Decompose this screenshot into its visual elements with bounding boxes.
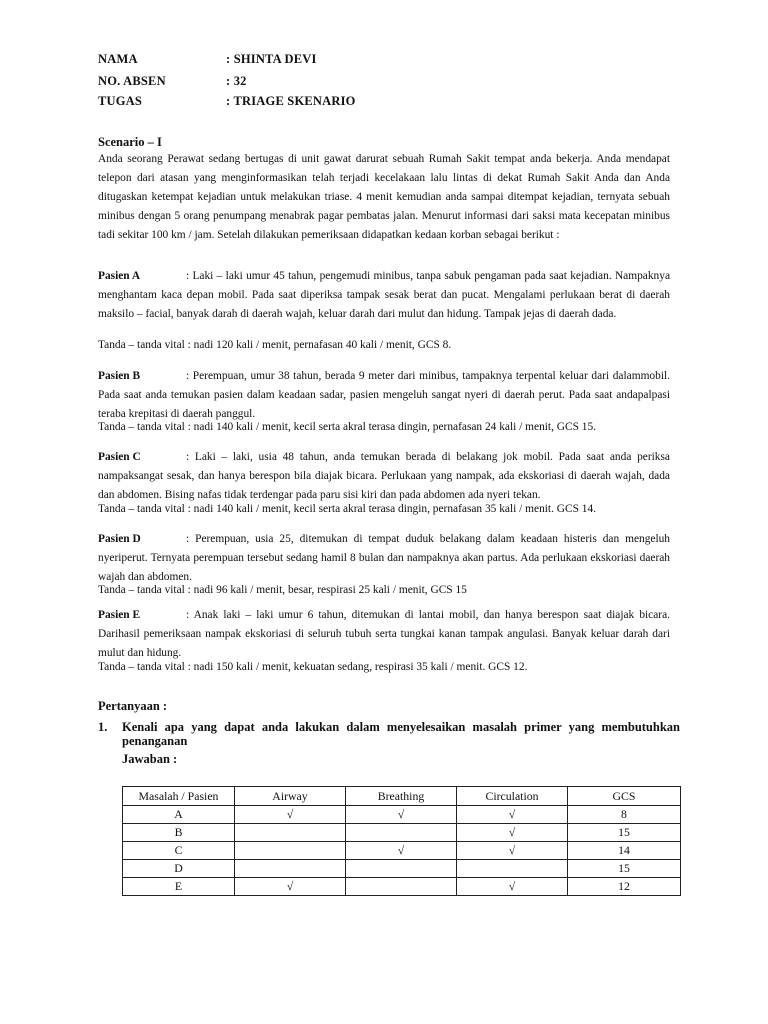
column-header: Airway — [235, 787, 346, 806]
patient-c-description — [98, 448, 670, 505]
table-cell — [346, 824, 457, 842]
header-key: TUGAS — [98, 94, 143, 108]
table-cell — [235, 842, 346, 860]
table-row — [123, 806, 681, 824]
patient-label: Pasien C — [98, 451, 141, 463]
patient-e-vitals: Tanda – tanda vital : nadi 150 kali / menit, kekuatan sedang, respirasi 35 kali / menit. GCS 12. — [98, 661, 528, 673]
table-cell: √ — [235, 878, 346, 896]
table-cell: B — [123, 824, 235, 842]
patient-label: Pasien B — [98, 370, 141, 382]
table-row — [123, 824, 681, 842]
column-header: Breathing — [346, 787, 457, 806]
patient-b-vitals: Tanda – tanda vital : nadi 140 kali / menit, kecil serta akral terasa dingin, pernafasan 24 kali / menit, GCS 15. — [98, 421, 597, 433]
patient-d-vitals: Tanda – tanda vital : nadi 96 kali / menit, besar, respirasi 25 kali / menit, GCS 15 — [98, 584, 467, 596]
header-key: NAMA — [98, 52, 138, 66]
table-header-row — [123, 787, 681, 806]
table-cell: √ — [457, 806, 568, 824]
table-cell — [235, 860, 346, 878]
table-row — [123, 842, 681, 860]
patient-text: : Perempuan, usia 25, ditemukan di tempat duduk belakang dalam keadaan histeris dan mengeluh nyeriperut. Ternyata perempuan tersebut sedang hamil 8 bulan dan nampaknya akan partus. Ada perlukaan ekskoriasi daerah wajah dan abdomen. — [98, 533, 670, 583]
table-row — [123, 860, 681, 878]
question-number: 1. — [98, 720, 108, 734]
table-cell — [346, 878, 457, 896]
patient-c-vitals: Tanda – tanda vital : nadi 140 kali / menit, kecil serta akral terasa dingin, pernafasan 35 kali / menit. GCS 14. — [98, 503, 597, 515]
table-cell: √ — [457, 842, 568, 860]
table-cell: C — [123, 842, 235, 860]
table-cell: √ — [346, 842, 457, 860]
table-cell: √ — [346, 806, 457, 824]
question-text: Kenali apa yang dapat anda lakukan dalam menyelesaikan masalah primer yang membutuhkan penanganan — [122, 720, 680, 748]
table-cell — [457, 860, 568, 878]
table-cell: √ — [235, 806, 346, 824]
answer-label: Jawaban : — [122, 752, 178, 766]
header-value: : TRIAGE SKENARIO — [226, 94, 356, 108]
table-cell: D — [123, 860, 235, 878]
patient-text: : Laki – laki, usia 48 tahun, anda temukan berada di belakang jok mobil. Pada saat anda periksa nampaksangat sesak, dan hanya berespon bila diajak bicara. Perlukaan yang nampak, ada ekskoriasi di daerah wajah, dada dan abdomen. Bising nafas tidak terdengar pada paru sisi kiri dan pada abdomen ada nyeri tekan. — [98, 451, 670, 501]
table-cell: 15 — [568, 860, 681, 878]
patient-text: : Anak laki – laki umur 6 tahun, ditemukan di lantai mobil, dan hanya berespon saat diajak bicara. Darihasil pemeriksaan nampak ekskoriasi di seluruh tubuh serta tungkai kanan tampak angulasi. Banyak keluar darah dari mulut dan hidung. — [98, 609, 670, 659]
patient-b-description — [98, 367, 670, 424]
header-value: : 32 — [226, 74, 247, 88]
table-cell — [235, 824, 346, 842]
triage-table — [122, 786, 681, 896]
questions-title: Pertanyaan : — [98, 699, 168, 713]
patient-label: Pasien D — [98, 533, 141, 545]
column-header: Circulation — [457, 787, 568, 806]
scenario-intro: Anda seorang Perawat sedang bertugas di unit gawat darurat sebuah Rumah Sakit tempat anda bekerja. Anda mendapat telepon dari atasan yang menginformasikan telah terjadi kecelakaan lalu lintas di dekat Rumah Sakit Anda dan Anda ditugaskan ketempat kejadian untuk melakukan triase. 4 menit kemudian anda sampai ditempat kejadian, ternyata sebuah minibus dengan 5 orang penumpang menabrak pagar pembatas jalan. Menurut informasi dari saksi mata kecepatan minibus tadi sekitar 100 km / jam. Setelah dilakukan pemeriksaan didapatkan kedaan korban sebagai berikut : — [98, 153, 670, 241]
patient-e-description — [98, 606, 670, 663]
header-value: : SHINTA DEVI — [226, 52, 317, 66]
table-cell: 8 — [568, 806, 681, 824]
column-header: GCS — [568, 787, 681, 806]
table-cell: 15 — [568, 824, 681, 842]
table-cell: A — [123, 806, 235, 824]
patient-text: : Laki – laki umur 45 tahun, pengemudi minibus, tanpa sabuk pengaman pada saat kejadian. Nampaknya menghantam kaca depan mobil. Pada saat diperiksa tampak sesak berat dan pucat. Mengalami perlukaan berat di daerah maksilo – facial, banyak darah di daerah wajah, keluar darah dari mulut dan hidung. Tampak jejas di daerah dada. — [98, 270, 670, 320]
patient-label: Pasien E — [98, 609, 141, 621]
patient-text: : Perempuan, umur 38 tahun, berada 9 meter dari minibus, tampaknya terpental keluar dari dalammobil. Pada saat anda temukan pasien dalam keadaan sadar, pasien mengeluh sangat nyeri di daerah perut. Pada saat andapalpasi teraba krepitasi di daerah panggul. — [98, 370, 670, 420]
table-cell: E — [123, 878, 235, 896]
column-header: Masalah / Pasien — [123, 787, 235, 806]
table-cell: √ — [457, 878, 568, 896]
patient-a-vitals: Tanda – tanda vital : nadi 120 kali / menit, pernafasan 40 kali / menit, GCS 8. — [98, 339, 452, 351]
patient-label: Pasien A — [98, 270, 141, 282]
table-cell: 14 — [568, 842, 681, 860]
scenario-title: Scenario – I — [98, 135, 162, 149]
table-cell — [346, 860, 457, 878]
table-row — [123, 878, 681, 896]
table-cell: √ — [457, 824, 568, 842]
patient-a-description — [98, 267, 670, 324]
table-cell: 12 — [568, 878, 681, 896]
patient-d-description — [98, 530, 670, 587]
header-key: NO. ABSEN — [98, 74, 166, 88]
